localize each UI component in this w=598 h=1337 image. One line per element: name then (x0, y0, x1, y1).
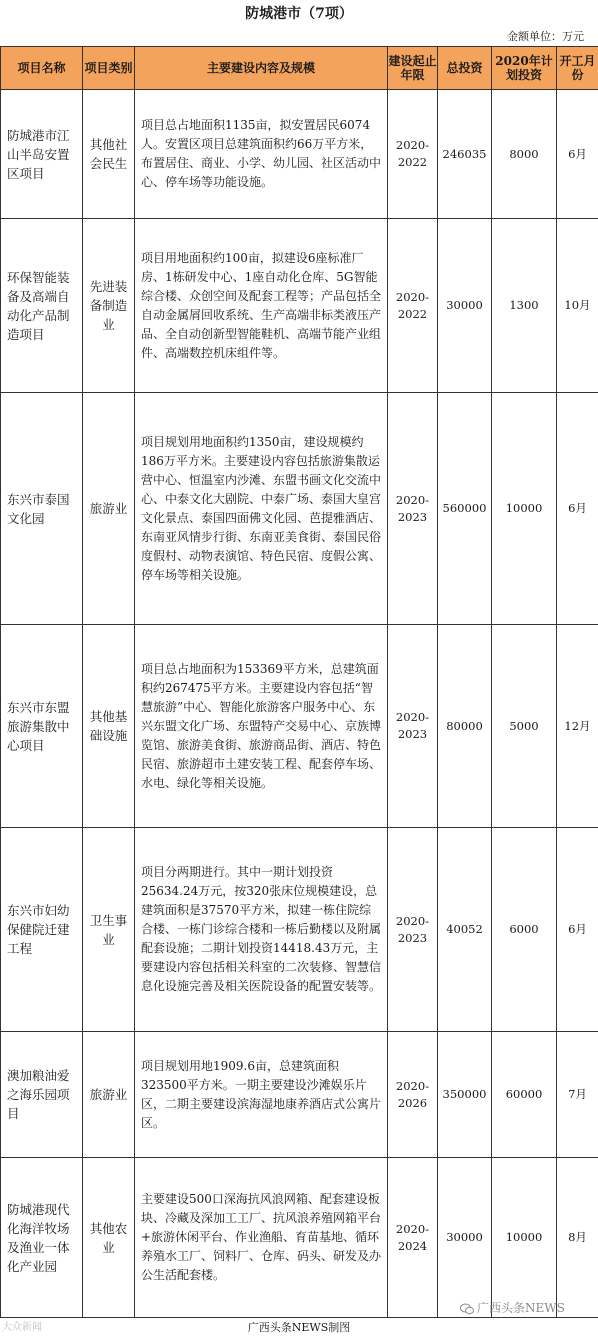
project-total: 30000 (438, 219, 492, 393)
project-plan2020: 5000 (492, 625, 557, 828)
project-period: 2020-2023 (388, 828, 438, 1032)
project-plan2020: 1300 (492, 219, 557, 393)
project-content: 主要建设500口深海抗风浪网箱、配套建设板块、冷藏及深加工工厂、抗风浪养殖网箱平台+旅游休闲平台、作业渔船、育苗基地、循环养殖水工厂、饲料厂、仓库、码头、研发及办公生活配套楼。 (135, 1158, 388, 1318)
project-start: 6月 (557, 393, 598, 625)
project-start: 10月 (557, 219, 598, 393)
project-content: 项目总占地面积为153369平方米，总建筑面积约267475平方米。主要建设内容包括“智慧旅游”中心、智能化旅游客户服务中心、东兴东盟文化广场、东盟特产交易中心、京族博览馆、旅游美食街、旅游商品街、酒店、特色民宿、旅游超市土建安装工程、配套停车场、水电、绿化等相关设施。 (135, 625, 388, 828)
project-period: 2020-2022 (388, 219, 438, 393)
watermark-right-text: 广西头条NEWS (477, 1301, 565, 1315)
table-row (1, 219, 598, 393)
project-name: 环保智能装备及高端自动化产品制造项目 (1, 219, 83, 393)
header-plan2020: 2020年计划投资 (492, 47, 557, 90)
project-period: 2020-2023 (388, 393, 438, 625)
project-content: 项目用地面积约100亩，拟建设6座标准厂房、1栋研发中心、1座自动化仓库、5G智能综合楼、众创空间及配套工程等；产品包括全自动金属屑回收系统、生产高端非标类液压产品、全自动创新型智能鞋机、高端节能产业组件、高端数控机床组件等。 (135, 219, 388, 393)
table-row (1, 393, 598, 625)
project-category: 其他基础设施 (83, 625, 135, 828)
project-plan2020: 8000 (492, 90, 557, 219)
project-name: 东兴市泰国文化园 (1, 393, 83, 625)
project-period: 2020-2024 (388, 1158, 438, 1318)
watermark-left: 大众新闻 (2, 1322, 42, 1333)
project-name: 防城港市江山半岛安置区项目 (1, 90, 83, 219)
table-row (1, 1158, 598, 1318)
projects-table (0, 46, 598, 1318)
project-name: 防城港现代化海洋牧场及渔业一体化产业园 (1, 1158, 83, 1318)
project-period: 2020-2022 (388, 90, 438, 219)
project-plan2020: 10000 (492, 393, 557, 625)
table-row (1, 90, 598, 219)
watermark-right (460, 1298, 565, 1318)
project-start: 7月 (557, 1032, 598, 1158)
project-plan2020: 10000 (492, 1158, 557, 1318)
wechat-icon (460, 1303, 474, 1315)
table-row (1, 1032, 598, 1158)
project-content: 项目总占地面积1135亩，拟安置居民6074人。安置区项目总建筑面积约66万平方米，布置居住、商业、小学、幼儿园、社区活动中心、停车场等功能设施。 (135, 90, 388, 219)
project-category: 旅游业 (83, 393, 135, 625)
project-name: 澳加粮油爱之海乐园项目 (1, 1032, 83, 1158)
project-start: 12月 (557, 625, 598, 828)
project-name: 东兴市妇幼保健院迁建工程 (1, 828, 83, 1032)
project-category: 其他社会民生 (83, 90, 135, 219)
project-period: 2020-2026 (388, 1032, 438, 1158)
header-row (1, 47, 598, 90)
footer-credit: 广西头条NEWS制图 (247, 1321, 351, 1334)
project-total: 246035 (438, 90, 492, 219)
header-content: 主要建设内容及规模 (135, 47, 388, 90)
project-period: 2020-2023 (388, 625, 438, 828)
project-content: 项目分两期进行。其中一期计划投资25634.24万元，按320张床位规模建设，总建筑面积是37570平方米，拟建一栋住院综合楼、一栋门诊综合楼和一栋后勤楼以及附属配套设施；二期计划投资14418.43万元，主要建设内容包括相关科室的二次装修、智慧信息化设施完善及相关医院设备的配置安装等。 (135, 828, 388, 1032)
project-total: 40052 (438, 828, 492, 1032)
header-total: 总投资 (438, 47, 492, 90)
project-start: 8月 (557, 1158, 598, 1318)
project-plan2020: 60000 (492, 1032, 557, 1158)
header-start: 开工月份 (557, 47, 598, 90)
unit-note: 金额单位：万元 (507, 30, 584, 43)
project-total: 560000 (438, 393, 492, 625)
project-total: 350000 (438, 1032, 492, 1158)
page-title: 防城港市（7项） (245, 6, 353, 22)
project-start: 6月 (557, 90, 598, 219)
header-name: 项目名称 (1, 47, 83, 90)
project-name: 东兴市东盟旅游集散中心项目 (1, 625, 83, 828)
table-row (1, 625, 598, 828)
table-row (1, 828, 598, 1032)
project-category: 先进装备制造业 (83, 219, 135, 393)
project-category: 卫生事业 (83, 828, 135, 1032)
project-start: 6月 (557, 828, 598, 1032)
header-period: 建设起止年限 (388, 47, 438, 90)
project-category: 其他农业 (83, 1158, 135, 1318)
project-content: 项目规划用地1909.6亩，总建筑面积323500平方米。一期主要建设沙滩娱乐片区，二期主要建设滨海湿地康养酒店式公寓片区。 (135, 1032, 388, 1158)
project-content: 项目规划用地面积约1350亩，建设规模约186万平方米。主要建设内容包括旅游集散运营中心、恒温室内沙滩、东盟书画文化交流中心、中泰文化大剧院、中泰广场、泰国大皇宫文化景点、泰国四面佛文化园、芭提雅酒店、东南亚风情步行街、东南亚美食街、泰国民俗度假村、动物表演馆、特色民宿、度假公寓、停车场等相关设施。 (135, 393, 388, 625)
project-total: 80000 (438, 625, 492, 828)
header-category: 项目类别 (83, 47, 135, 90)
project-plan2020: 6000 (492, 828, 557, 1032)
project-category: 旅游业 (83, 1032, 135, 1158)
project-total: 30000 (438, 1158, 492, 1318)
